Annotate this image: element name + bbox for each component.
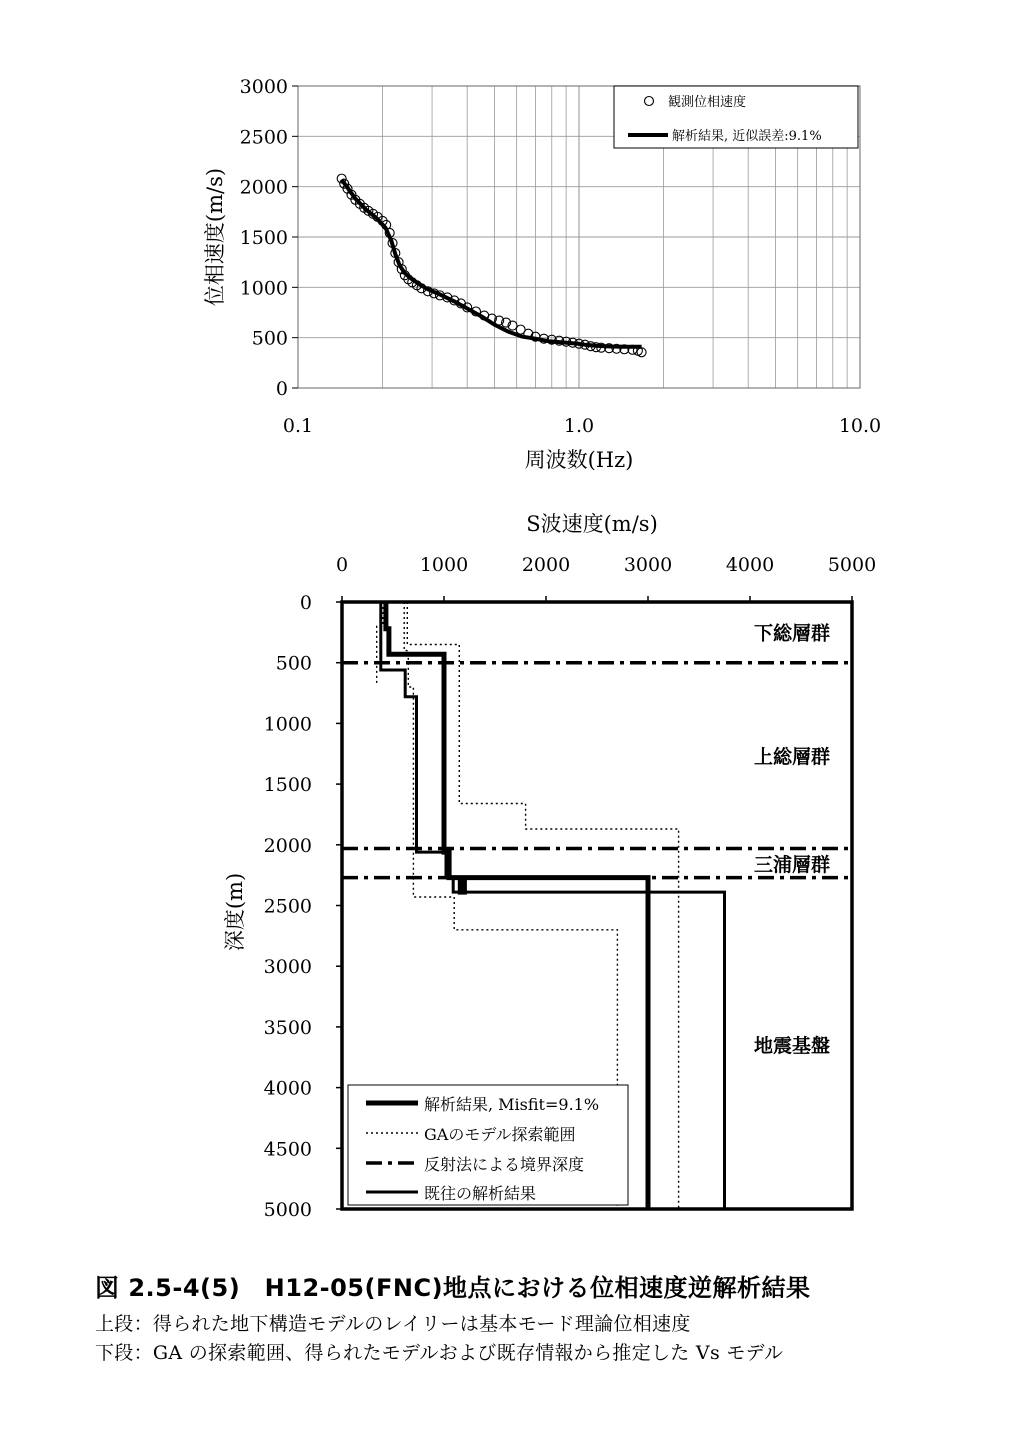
top-y-tick-label: 1500 [239, 227, 288, 249]
bottom-legend-label-previous: 既往の解析結果 [424, 1184, 537, 1203]
top-chart-ylabel: 位相速度(m/s) [203, 167, 227, 307]
top-chart-y-ticks [240, 76, 298, 400]
top-y-tick-label: 3000 [239, 76, 288, 98]
bottom-x-tick-label: 0 [335, 554, 349, 576]
bottom-chart-y-ticks [264, 592, 342, 1221]
bottom-y-tick-label: 4500 [263, 1138, 312, 1161]
bottom-y-tick-label: 3500 [263, 1016, 312, 1039]
layer-label: 地震基盤 [753, 1035, 830, 1058]
bottom-chart-xlabel: S波速度(m/s) [526, 512, 658, 536]
bottom-y-tick-label: 500 [275, 652, 312, 675]
bottom-x-tick-label: 4000 [725, 554, 775, 576]
bottom-x-tick-label: 1000 [419, 554, 469, 576]
top-x-tick-label: 10.0 [838, 415, 882, 437]
top-y-tick-label: 2000 [239, 176, 288, 199]
bottom-y-tick-label: 4000 [263, 1077, 312, 1100]
bottom-y-tick-label: 1000 [263, 713, 312, 736]
figure-caption [95, 1268, 995, 1367]
bottom-x-tick-label: 2000 [521, 554, 571, 576]
bottom-x-tick-label: 3000 [623, 554, 673, 576]
bottom-x-tick-label: 5000 [827, 554, 877, 576]
bottom-chart-ylabel: 深度(m) [223, 872, 247, 952]
top-x-tick-label: 1.0 [563, 415, 595, 437]
top-legend-label-observed: 観測位相速度 [668, 95, 747, 110]
bottom-y-tick-label: 3000 [263, 956, 312, 979]
top-legend-label-result: 解析結果, 近似誤差:9.1% [672, 129, 822, 144]
analysis-result-line [342, 180, 642, 347]
bottom-y-tick-label: 2500 [263, 895, 312, 918]
bottom-legend-label-range: GAのモデル探索範囲 [424, 1125, 576, 1144]
top-y-tick-label: 1000 [239, 277, 288, 300]
layer-label: 上総層群 [753, 746, 830, 769]
bottom-chart-layer-labels [754, 621, 830, 1057]
bottom-chart-legend [348, 1085, 628, 1205]
bottom-legend-label-result: 解析結果, Misfit=9.1% [424, 1095, 600, 1114]
top-x-tick-label: 0.1 [282, 415, 314, 437]
layer-label: 三浦層群 [753, 854, 830, 877]
bottom-y-tick-label: 2000 [263, 834, 312, 857]
bottom-y-tick-label: 0 [299, 592, 312, 614]
bottom-chart-x-ticks [336, 554, 876, 602]
phase-velocity-chart [203, 76, 881, 472]
caption-title: 図 2.5-4(5) H12-05(FNC)地点における位相速度逆解析結果 [95, 1274, 811, 1302]
layer-label: 下総層群 [753, 622, 830, 645]
top-chart-legend [614, 86, 858, 148]
top-y-tick-label: 500 [251, 327, 288, 350]
top-y-tick-label: 2500 [239, 126, 288, 149]
top-chart-x-ticks [283, 415, 881, 437]
vs-profile-chart [223, 512, 876, 1221]
caption-line-lower: 下段：GA の探索範囲、得られたモデルおよび既存情報から推定した Vs モデル [95, 1342, 784, 1364]
top-chart-xlabel: 周波数(Hz) [524, 448, 634, 472]
bottom-y-tick-label: 5000 [263, 1199, 312, 1221]
top-chart-series [337, 174, 646, 357]
caption-line-upper: 上段：得られた地下構造モデルのレイリーは基本モード理論位相速度 [95, 1313, 691, 1335]
bottom-legend-label-boundary: 反射法による境界深度 [424, 1155, 585, 1174]
bottom-y-tick-label: 1500 [263, 774, 312, 797]
top-y-tick-label: 0 [275, 378, 288, 400]
